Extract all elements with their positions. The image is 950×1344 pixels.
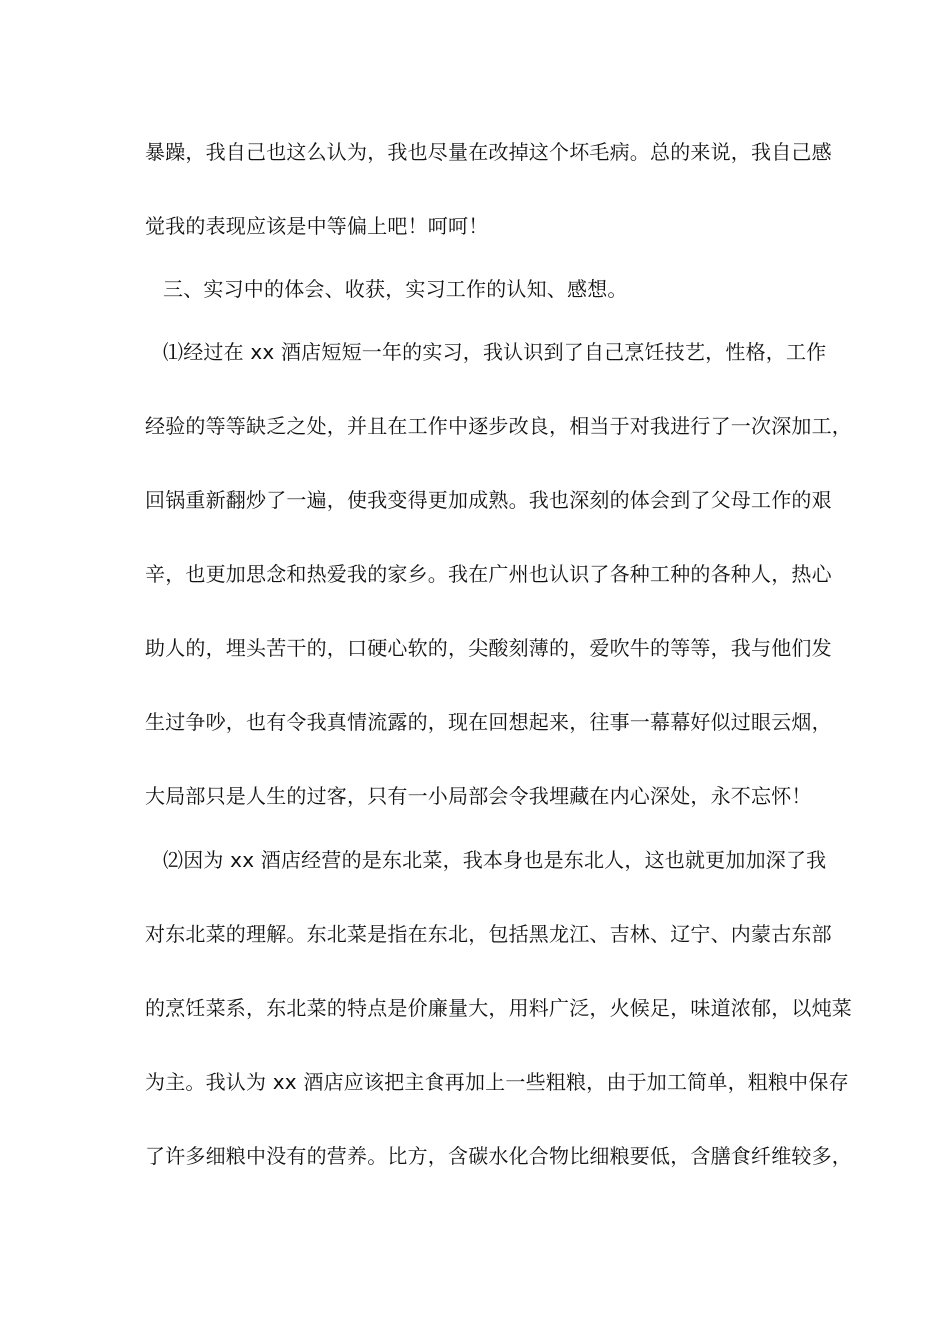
text-line: 对东北菜的理解。东北菜是指在东北，包括黑龙江、吉林、辽宁、内蒙古东部 <box>145 922 832 946</box>
text-line: 生过争吵，也有令我真情流露的，现在回想起来，往事一幕幕好似过眼云烟， <box>145 710 832 734</box>
text-line: ⑴经过在 xx 酒店短短一年的实习，我认识到了自己烹饪技艺，性格，工作 <box>163 340 827 364</box>
text-line: 经验的等等缺乏之处，并且在工作中逐步改良，相当于对我进行了一次深加工， <box>145 414 852 438</box>
text-line: 了许多细粮中没有的营养。比方，含碳水化合物比细粮要低，含膳食纤维较多， <box>145 1144 852 1168</box>
text-line: 的烹饪菜系，东北菜的特点是价廉量大，用料广泛，火候足，味道浓郁，以炖菜 <box>145 996 852 1020</box>
text-line: 为主。我认为 xx 酒店应该把主食再加上一些粗粮，由于加工简单，粗粮中保存 <box>145 1070 849 1094</box>
text-line: 助人的，埋头苦干的，口硬心软的，尖酸刻薄的，爱吹牛的等等，我与他们发 <box>145 636 832 660</box>
section-heading: 三、实习中的体会、收获，实习工作的认知、感想。 <box>163 277 628 301</box>
text-line: 大局部只是人生的过客，只有一小局部会令我埋藏在内心深处，永不忘怀！ <box>145 784 812 808</box>
text-line: 辛，也更加思念和热爱我的家乡。我在广州也认识了各种工种的各种人，热心 <box>145 562 832 586</box>
text-line: 回锅重新翻炒了一遍，使我变得更加成熟。我也深刻的体会到了父母工作的艰 <box>145 488 832 512</box>
text-line: 觉我的表现应该是中等偏上吧！呵呵！ <box>145 214 489 238</box>
text-line: 暴躁，我自己也这么认为，我也尽量在改掉这个坏毛病。总的来说，我自己感 <box>145 140 832 164</box>
text-line: ⑵因为 xx 酒店经营的是东北菜，我本身也是东北人，这也就更加加深了我 <box>163 848 827 872</box>
